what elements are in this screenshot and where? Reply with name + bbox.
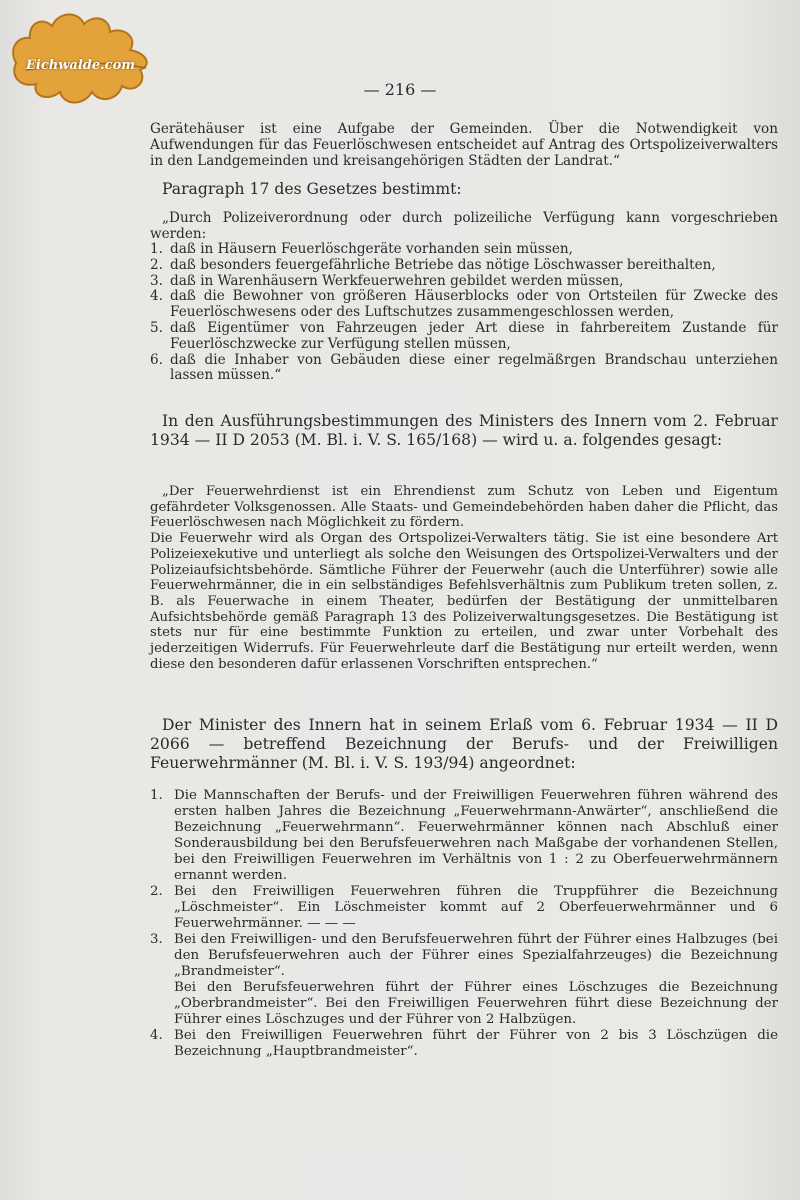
list-item: 4. Bei den Freiwilligen Feuerwehren führt der Führer von 2 bis 3 Löschzügen die Bezeichnung „Hauptbrandmeister“. <box>150 1028 778 1059</box>
list-item: 5. daß Eigentümer von Fahrzeugen jeder Art diese in fahrbereitem Zustande für Feuerlöschzwecke zur Verfügung stellen müssen, <box>150 319 778 352</box>
paragraph-1: Gerätehäuser ist eine Aufgabe der Gemeinden. Über die Notwendigkeit von Aufwendungen für das Feuerlöschwesen entscheidet auf Antrag des Ortspolizeiverwalters in den Landgemeinden und kreisangehörigen Städten der Landrat.“ <box>150 121 778 169</box>
list-item: 4. daß die Bewohner von größeren Häuserblocks oder von Ortsteilen für Zwecke des Feuerlöschwesens oder des Luftschutzes zusammengeschlossen werden, <box>150 288 778 321</box>
list-1 <box>150 242 778 384</box>
paragraph-6: Die Feuerwehr wird als Organ des Ortspolizei-Verwalters tätig. Sie ist eine besondere Art Polizeiexekutive und unterliegt als solche den Weisungen des Ortspolizei-Verwalters und der Polizeiaufsichtsbehörde. Sämtliche Führer der Feuerwehr (auch die Unterführer) sowie alle Feuerwehrmänner, die in ein selbständiges Befehlsverhältnis zum Publikum treten sollen, z. B. als Feuerwache in einem Theater, bedürfen der Bestätigung der unmittelbaren Aufsichtsbehörde gemäß Paragraph 13 des Polizeiverwaltungsgesetzes. Die Bestätigung ist stets nur für eine bestimmte Funktion zu erteilen, und zwar unter Vorbehalt des jederzeitigen Widerrufs. Für Feuerwehrleute darf die Bestätigung nur erteilt werden, wenn diese den besonderen dafür erlassenen Vorschriften entsprechen.“ <box>150 531 778 672</box>
list-item: 2. Bei den Freiwilligen Feuerwehren führen die Truppführer die Bezeichnung „Löschmeister“. Ein Löschmeister kommt auf 2 Oberfeuerwehrmänner und 6 Feuerwehrmänner. — — — <box>150 884 778 931</box>
body-block-4 <box>150 412 778 450</box>
body-block-1 <box>150 121 778 169</box>
list-item: 1. Die Mannschaften der Berufs- und der Freiwilligen Feuerwehren führen während des ersten halben Jahres die Bezeichnung „Feuerwehrmann-Anwärter“, anschließend die Bezeichnung „Feuerwehrmann“. Feuerwehrmänner können nach Abschluß einer Sonderausbildung bei den Berufsfeuerwehren nach Maßgabe der vorhandenen Stellen, bei den Freiwilligen Feuerwehren im Verhältnis von 1 : 2 zu Oberfeuerwehrmännern ernannt werden. <box>150 788 778 883</box>
paragraph-4: In den Ausführungsbestimmungen des Ministers des Innern vom 2. Februar 1934 — II D 2053 (M. Bl. i. V. S. 165/168) — wird u. a. folgendes gesagt: <box>150 412 778 449</box>
body-block-5 <box>150 484 778 672</box>
body-block-7 <box>150 788 778 1060</box>
list-item: 6. daß die Inhaber von Gebäuden diese einer regelmäßrgen Brandschau unterziehen lassen müssen.“ <box>150 351 778 384</box>
list-item: 1. daß in Häusern Feuerlöschgeräte vorhanden sein müssen, <box>150 241 573 257</box>
paragraph-5: „Der Feuerwehrdienst ist ein Ehrendienst zum Schutz von Leben und Eigentum gefährdeter Volksgenossen. Alle Staats- und Gemeindebehörden haben daher die Pflicht, das Feuerlöschwesen nach Möglichkeit zu fördern. <box>150 484 778 531</box>
paragraph-3: „Durch Polizeiverordnung oder durch polizeiliche Verfügung kann vorgeschrieben werden: <box>150 210 778 242</box>
list-2 <box>150 788 778 1060</box>
paragraph-7: Der Minister des Innern hat in seinem Erlaß vom 6. Februar 1934 — II D 2066 — betreffend Bezeichnung der Berufs- und der Freiwilligen Feuerwehrmänner (M. Bl. i. V. S. 193/94) angeordnet: <box>150 716 778 772</box>
paragraph-2: Paragraph 17 des Gesetzes bestimmt: <box>162 180 462 198</box>
body-block-6 <box>150 716 778 773</box>
body-block-2 <box>150 180 778 199</box>
list-item: 3. Bei den Freiwilligen- und den Berufsfeuerwehren führt der Führer eines Halbzuges (bei den Berufsfeuerwehren auch der Führer eines Spezialfahrzeuges) die Bezeichnung „Brandmeister“. Bei den Berufsfeuerwehren führt der Führer eines Löschzuges die Bezeichnung „Oberbrandmeister“. Bei den Freiwilligen Feuerwehren führt diese Bezeichnung der Führer eines Löschzuges und der Führer von 2 Halbzügen. <box>150 932 778 1027</box>
page-number: — 216 — <box>363 80 437 99</box>
body-block-3 <box>150 210 778 384</box>
logo-text: Eichwalde.com <box>26 58 135 73</box>
list-item: 3. daß in Warenhäusern Werkfeuerwehren gebildet werden müssen, <box>150 272 624 289</box>
list-item: 2. daß besonders feuergefährliche Betriebe das nötige Löschwasser bereithalten, <box>150 256 716 273</box>
